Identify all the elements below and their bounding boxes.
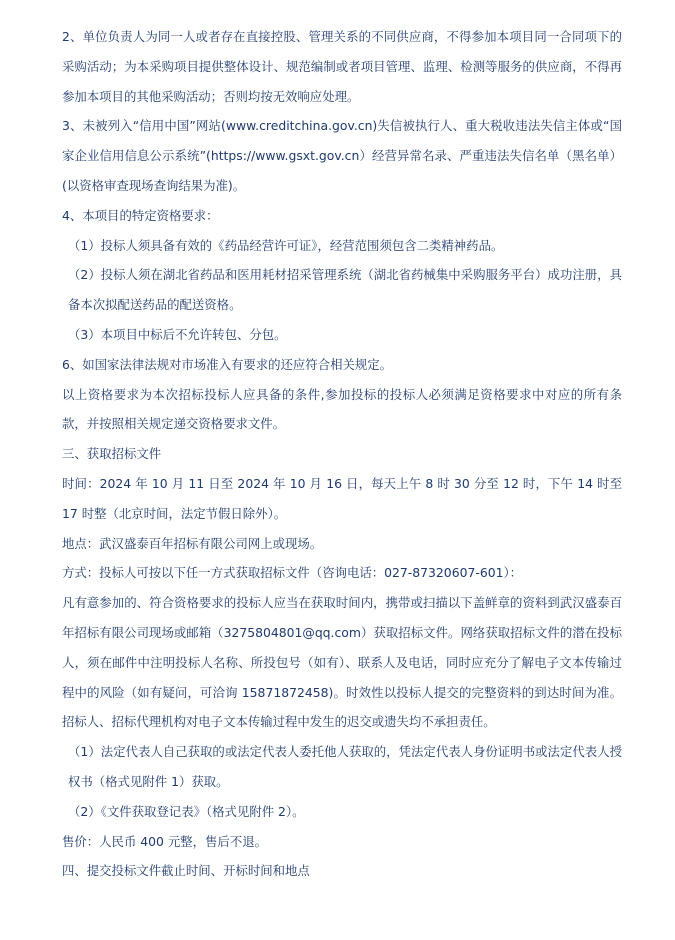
- clause-4-heading: 4、本项目的特定资格要求：: [62, 207, 219, 223]
- obtain-item-2: （2）《文件获取登记表》（格式见附件 2）。: [68, 803, 305, 819]
- clause-3: 3、未被列入“信用中国”网站(www.creditchina.gov.cn)失信被执行人、重大税收违法失信主体或“国家企业信用信息公示系统”(https://www.gsxt.gov.cn）经营异常名录、严重违法失信名单（黑名单）(以资格审查现场查询结果为准)。: [62, 118, 622, 193]
- clause-6: 6、如国家法律法规对市场准入有要求的还应符合相关规定。: [62, 356, 393, 372]
- qualification-summary: 以上资格要求为本次招标投标人应具备的条件,参加投标的投标人必须满足资格要求中对应的所有条款，并按照相关规定递交资格要求文件。: [62, 386, 622, 432]
- clause-4-item-3: （3）本项目中标后不允许转包、分包。: [68, 326, 287, 342]
- clause-4-item-2: （2）投标人须在湖北省药品和医用耗材招采管理系统（湖北省药械集中采购服务平台）成功注册，具备本次拟配送药品的配送资格。: [68, 267, 622, 313]
- price: 售价：人民币 400 元整，售后不退。: [62, 833, 267, 849]
- obtain-item-1: （1）法定代表人自己获取的或法定代表人委托他人获取的，凭法定代表人身份证明书或法定代表人授权书（格式见附件 1）获取。: [68, 744, 622, 789]
- document-body: [62, 22, 622, 886]
- section-heading-obtain-documents: 三、获取招标文件: [62, 446, 162, 462]
- obtain-location: 地点：武汉盛泰百年招标有限公司网上或现场。: [62, 535, 323, 551]
- obtain-time: 时间：2024 年 10 月 11 日至 2024 年 10 月 16 日，每天上午 8 时 30 分至 12 时，下午 14 时至 17 时整（北京时间，法定节假日除外）。: [62, 475, 622, 521]
- obtain-method: 方式：投标人可按以下任一方式获取招标文件（咨询电话：027-87320607-601）：: [62, 565, 523, 581]
- clause-2: 2、单位负责人为同一人或者存在直接控股、管理关系的不同供应商，不得参加本项目同一合同项下的采购活动；为本采购项目提供整体设计、规范编制或者项目管理、监理、检测等服务的供应商，不得再参加本项目的其他采购活动；否则均按无效响应处理。: [62, 29, 622, 104]
- obtain-instructions: 凡有意参加的、符合资格要求的投标人应当在获取时间内，携带或扫描以下盖鲜章的资料到武汉盛泰百年招标有限公司现场或邮箱（3275804801@qq.com）获取招标文件。网络获取招标文件的潜在投标人，须在邮件中注明投标人名称、所投包号（如有）、联系人及电话，同时应充分了解电子文本传输过程中的风险（如有疑问，可洽询 15871872458)。时效性以投标人提交的完整资料的到达时间为准。招标人、招标代理机构对电子文本传输过程中发生的迟交或遗失均不承担责任。: [62, 595, 622, 730]
- clause-4-item-1: （1）投标人须具备有效的《药品经营许可证》，经营范围须包含二类精神药品。: [68, 237, 504, 253]
- section-heading-submission: 四、提交投标文件截止时间、开标时间和地点: [62, 863, 310, 879]
